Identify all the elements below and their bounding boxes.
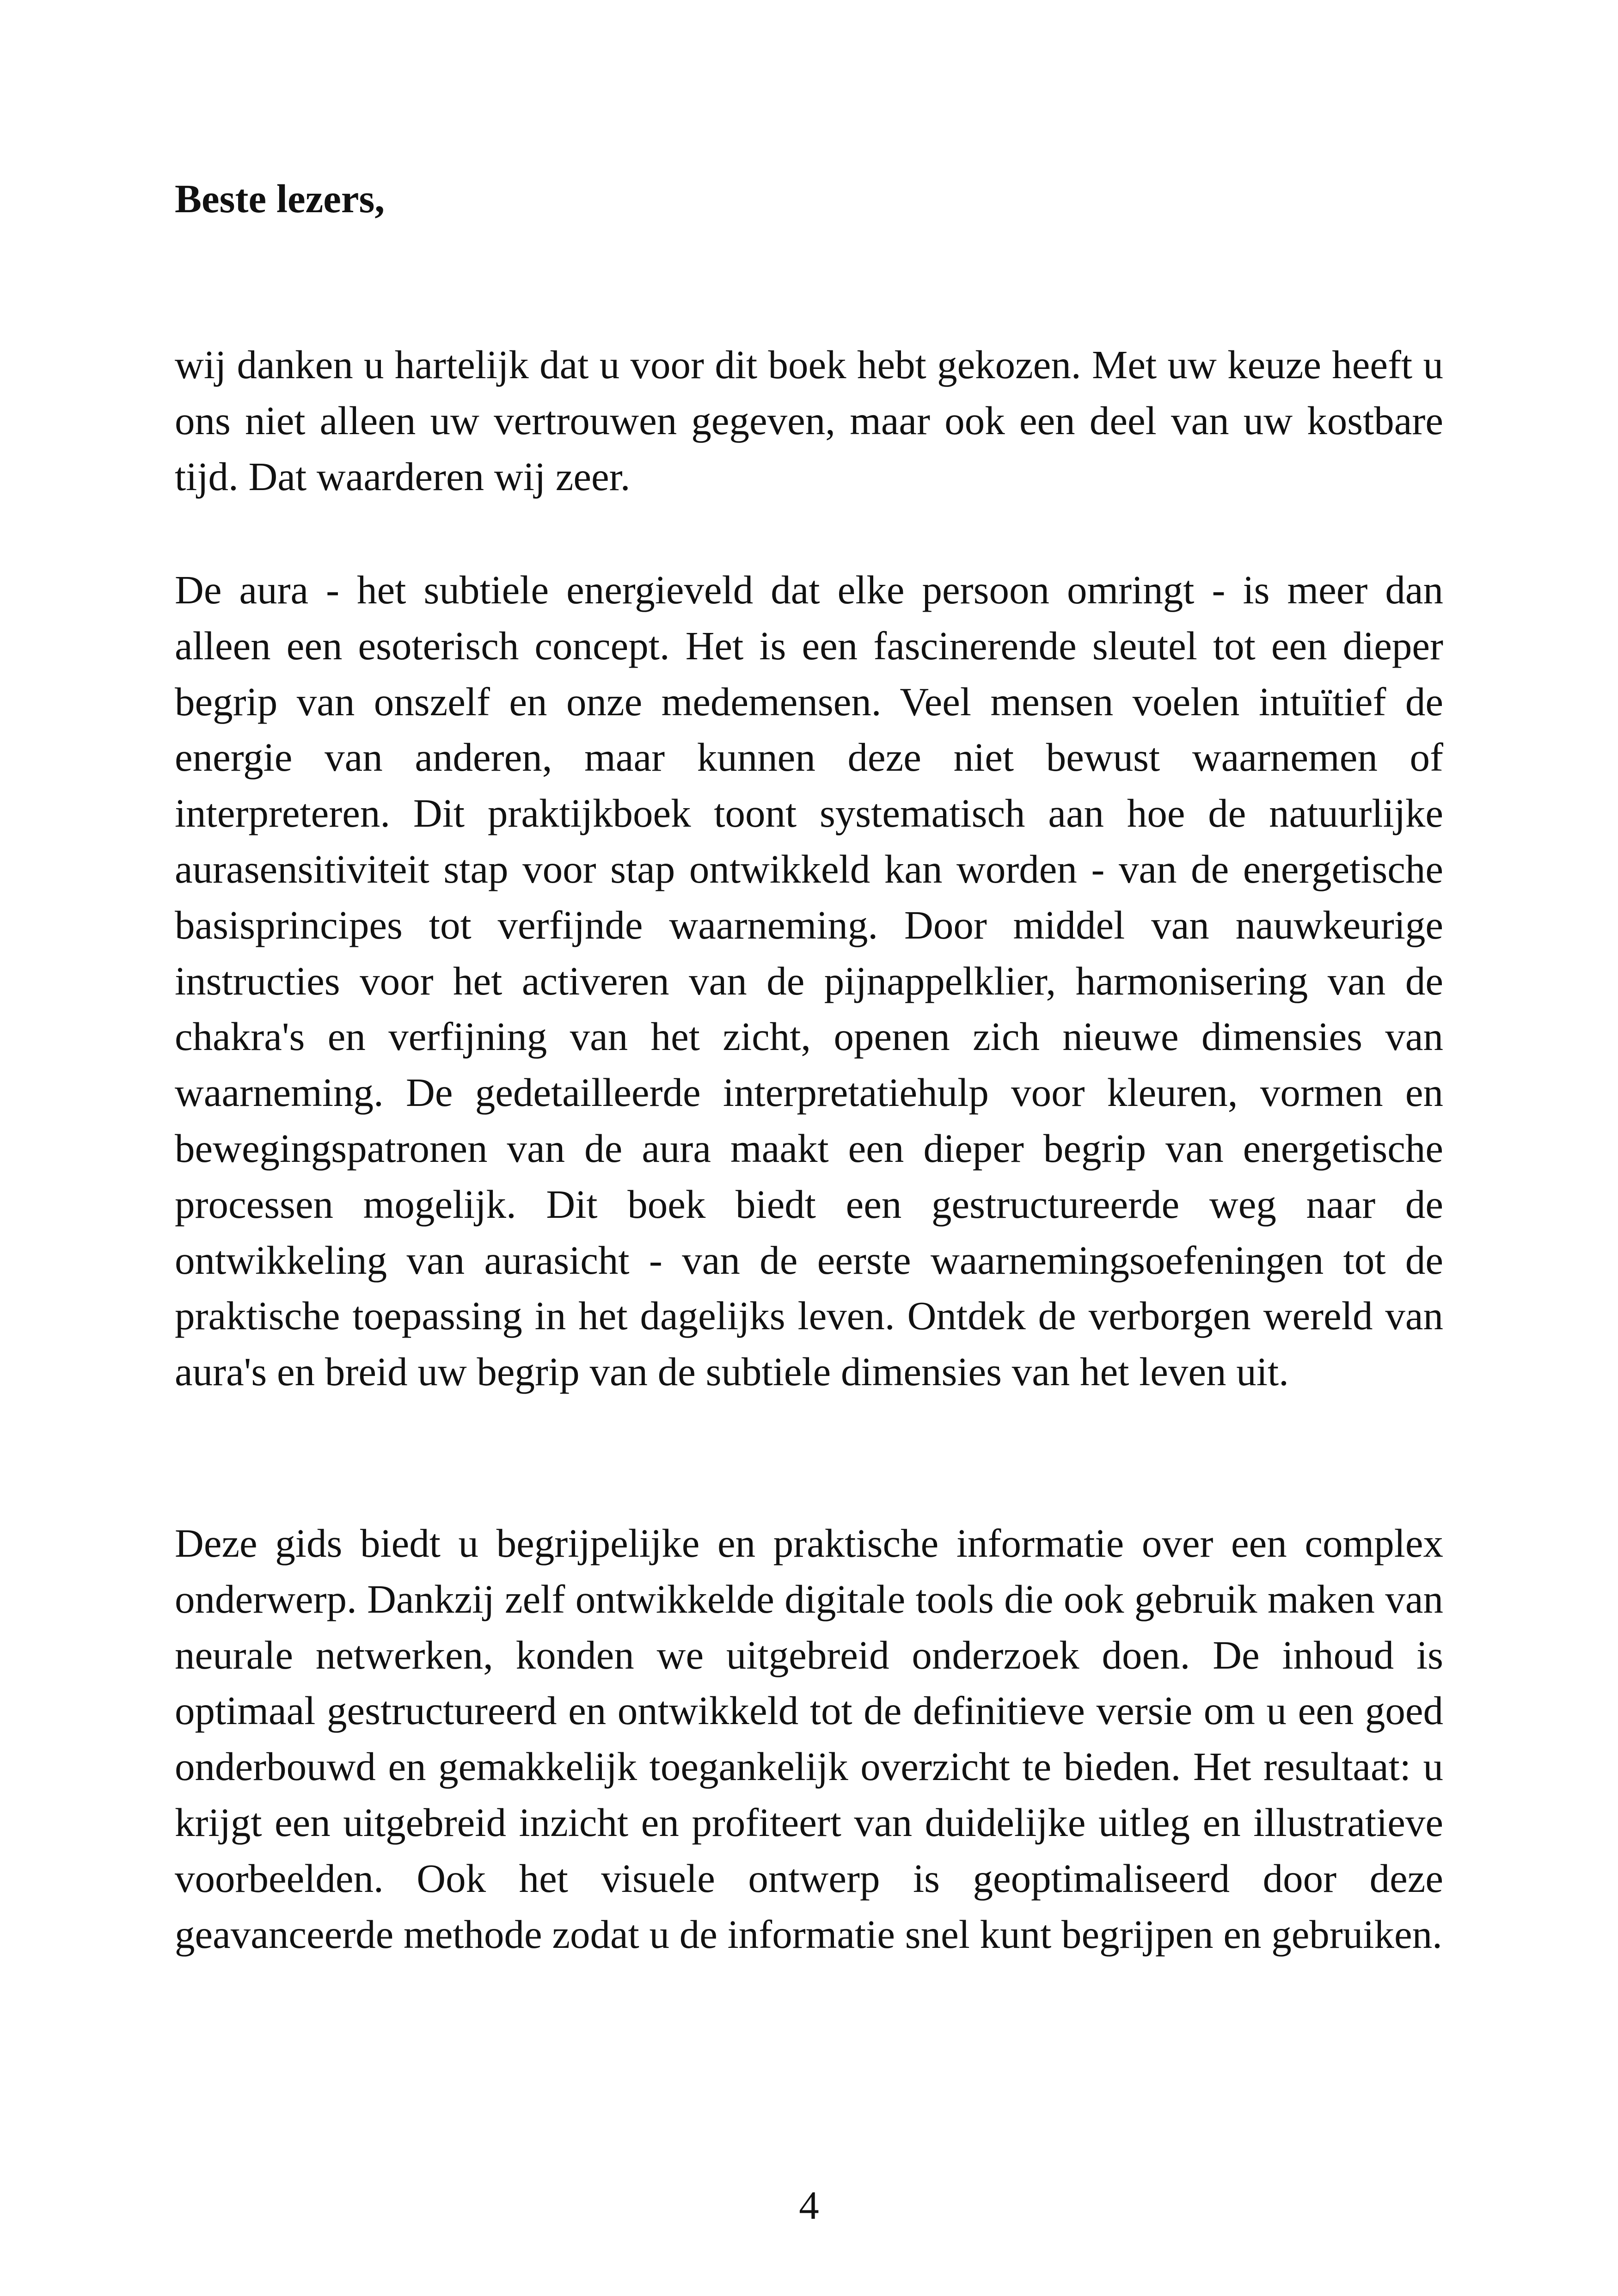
paragraph-guide: Deze gids biedt u begrijpelijke en praktische informatie over een complex onderwerp. Dankzij zelf ontwikkelde digitale tools die ook gebruik maken van neurale netwerken, konden we uitgebreid onderzoek doen. De inhoud is optimaal gestructureerd en ontwikkeld tot de definitieve versie om u een goed onderbouwd en gemakkelijk toegankelijk overzicht te bieden. Het resultaat: u krijgt een uitgebreid inzicht en profiteert van duidelijke uitleg en illustratieve voorbeelden. Ook het visuele ontwerp is geoptimaliseerd door deze geavanceerde methode zodat u de informatie snel kunt begrijpen en gebruiken. [175, 1521, 1443, 1957]
paragraph-aura: De aura - het subtiele energieveld dat elke persoon omringt - is meer dan alleen een esoterisch concept. Het is een fascinerende sleutel tot een dieper begrip van onszelf en onze medemensen. Veel mensen voelen intuïtief de energie van anderen, maar kunnen deze niet bewust waarnemen of interpreteren. Dit praktijkboek toont systematisch aan hoe de natuurlijke aurasensitiviteit stap voor stap ontwikkeld kan worden - van de energetische basisprincipes tot verfijnde waarneming. Door middel van nauwkeurige instructies voor het activeren van de pijnappelklier, harmonisering van de chakra's en verfijning van het zicht, openen zich nieuwe dimensies van waarneming. De gedetailleerde interpretatiehulp voor kleuren, vormen en bewegingspatronen van de aura maakt een dieper begrip van energetische processen mogelijk. Dit boek biedt een gestructureerde weg naar de ontwikkeling van aurasicht - van de eerste waarnemingsoefeningen tot de praktische toepassing in het dagelijks leven. Ontdek de verborgen wereld van aura's en breid uw begrip van de subtiele dimensies van het leven uit. [175, 567, 1443, 1394]
salutation-heading: Beste lezers, [175, 176, 385, 221]
paragraph-thanks: wij danken u hartelijk dat u voor dit boek hebt gekozen. Met uw keuze heeft u ons niet alleen uw vertrouwen gegeven, maar ook een deel van uw kostbare tijd. Dat waarderen wij zeer. [175, 342, 1443, 499]
page-number: 4 [799, 2183, 819, 2228]
